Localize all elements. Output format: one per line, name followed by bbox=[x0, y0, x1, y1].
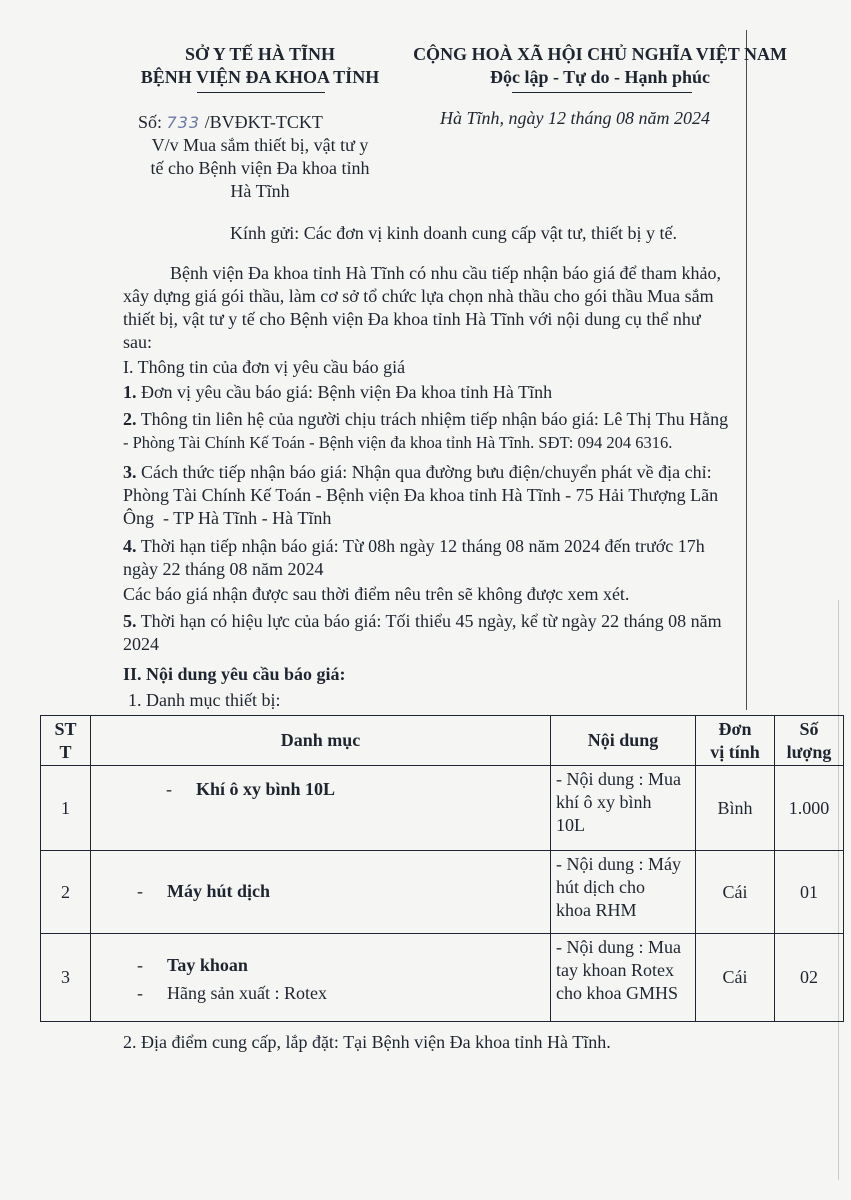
intro-line-4: sau: bbox=[123, 332, 152, 352]
row-2-content bbox=[551, 851, 696, 934]
row-3-category bbox=[91, 934, 551, 1022]
info-item-4-number: 4. bbox=[123, 536, 137, 556]
row-1-content bbox=[551, 766, 696, 851]
national-motto: Độc lập - Tự do - Hạnh phúc bbox=[489, 67, 711, 87]
row-1-quantity: 1.000 bbox=[775, 766, 844, 851]
info-item-3-line-3: Ông - TP Hà Tĩnh - Hà Tĩnh bbox=[123, 508, 332, 528]
row-2-content-line-3: khoa RHM bbox=[556, 900, 637, 920]
row-3-content-line-1: - Nội dung : Mua bbox=[556, 937, 681, 957]
info-item-3-number: 3. bbox=[123, 462, 137, 482]
row-1-dash: - bbox=[166, 779, 172, 799]
row-2-name: Máy hút dịch bbox=[167, 881, 271, 901]
info-item-2-text: Thông tin liên hệ của người chịu trách nhiệm tiếp nhận báo giá: Lê Thị Thu Hằng bbox=[140, 409, 729, 429]
equipment-list-title: 1. Danh mục thiết bị: bbox=[128, 690, 281, 710]
doc-number-handwritten: 733 bbox=[166, 113, 201, 132]
info-item-2-line-2: - Phòng Tài Chính Kế Toán - Bệnh viện đa khoa tỉnh Hà Tĩnh. SĐT: 094 204 6316. bbox=[123, 433, 673, 452]
header-qty-line-1: Số bbox=[799, 718, 819, 739]
row-2-unit: Cái bbox=[696, 851, 775, 934]
row-2-dash: - bbox=[137, 881, 143, 901]
row-3-dash-2: - bbox=[137, 983, 143, 1003]
header-category: Danh mục bbox=[91, 716, 551, 766]
info-item-5-line-2: 2024 bbox=[123, 634, 159, 654]
info-item-4-line-1 bbox=[123, 535, 705, 558]
header-unit bbox=[696, 716, 775, 766]
hospital-name: BỆNH VIỆN ĐA KHOA TỈNH bbox=[140, 67, 380, 87]
info-item-3-line-1 bbox=[123, 461, 712, 484]
scan-margin-line bbox=[746, 30, 747, 710]
row-1-unit: Bình bbox=[696, 766, 775, 851]
row-1-content-line-1: - Nội dung : Mua bbox=[556, 769, 681, 789]
hospital-underline bbox=[197, 92, 325, 93]
row-1-stt: 1 bbox=[41, 766, 91, 851]
info-item-4-line-2: ngày 22 tháng 08 năm 2024 bbox=[123, 559, 324, 579]
table-row bbox=[41, 851, 844, 934]
row-3-content-line-3: cho khoa GMHS bbox=[556, 983, 678, 1003]
row-3-unit: Cái bbox=[696, 934, 775, 1022]
document-date: Hà Tĩnh, ngày 12 tháng 08 năm 2024 bbox=[440, 108, 710, 128]
row-2-content-line-1: - Nội dung : Máy bbox=[556, 854, 681, 874]
header-qty-line-2: lượng bbox=[786, 741, 832, 762]
row-1-name: Khí ô xy bình 10L bbox=[196, 779, 336, 799]
row-3-manufacturer: Hãng sản xuất : Rotex bbox=[167, 983, 327, 1003]
row-3-dash: - bbox=[137, 955, 143, 975]
info-item-3-line-2: Phòng Tài Chính Kế Toán - Bệnh viện Đa khoa tỉnh Hà Tĩnh - 75 Hải Thượng Lãn bbox=[123, 485, 719, 505]
delivery-location: 2. Địa điểm cung cấp, lắp đặt: Tại Bệnh viện Đa khoa tỉnh Hà Tĩnh. bbox=[123, 1032, 611, 1052]
header-unit-line-2: vị tính bbox=[710, 741, 760, 762]
header-stt-line-1: ST bbox=[54, 718, 77, 739]
info-item-2-number: 2. bbox=[123, 409, 137, 429]
row-3-content-line-2: tay khoan Rotex bbox=[556, 960, 674, 980]
row-1-category bbox=[91, 766, 551, 851]
info-item-1-text: Đơn vị yêu cầu báo giá: Bệnh viện Đa khoa tỉnh Hà Tĩnh bbox=[141, 382, 553, 402]
header-quantity bbox=[775, 716, 844, 766]
info-item-3-text: Cách thức tiếp nhận báo giá: Nhận qua đường bưu điện/chuyển phát về địa chỉ: bbox=[141, 462, 712, 482]
info-item-4-text: Thời hạn tiếp nhận báo giá: Từ 08h ngày 12 tháng 08 năm 2024 đến trước 17h bbox=[140, 536, 705, 556]
header-stt-line-2: T bbox=[59, 741, 72, 762]
doc-number-prefix: Số: bbox=[138, 112, 163, 132]
row-1-content-line-2: khí ô xy bình bbox=[556, 792, 652, 812]
table-header-row bbox=[41, 716, 844, 766]
republic-title: CỘNG HOÀ XÃ HỘI CHỦ NGHĨA VIỆT NAM bbox=[413, 44, 787, 64]
row-3-name: Tay khoan bbox=[167, 955, 248, 975]
subject-line-1: V/v Mua sắm thiết bị, vật tư y bbox=[151, 135, 369, 155]
recipient: Kính gửi: Các đơn vị kinh doanh cung cấp vật tư, thiết bị y tế. bbox=[230, 223, 677, 243]
table-row bbox=[41, 934, 844, 1022]
row-3-stt: 3 bbox=[41, 934, 91, 1022]
section-2-title: II. Nội dung yêu cầu báo giá: bbox=[123, 664, 346, 684]
motto-underline bbox=[512, 92, 692, 93]
subject-line-3: Hà Tĩnh bbox=[230, 181, 290, 201]
doc-number-suffix: /BVĐKT-TCKT bbox=[204, 112, 323, 132]
info-item-5-text: Thời hạn có hiệu lực của báo giá: Tối thiểu 45 ngày, kể từ ngày 22 tháng 08 năm bbox=[140, 611, 722, 631]
section-1-title: I. Thông tin của đơn vị yêu cầu báo giá bbox=[123, 357, 406, 377]
document-number bbox=[138, 111, 438, 134]
subject-line-2: tế cho Bệnh viện Đa khoa tỉnh bbox=[150, 158, 370, 178]
intro-line-3: thiết bị, vật tư y tế cho Bệnh viện Đa khoa tỉnh Hà Tĩnh với nội dung cụ thể như bbox=[123, 309, 701, 329]
header-content: Nội dung bbox=[551, 716, 696, 766]
row-2-content-line-2: hút dịch cho bbox=[556, 877, 645, 897]
info-item-2-line-1 bbox=[123, 408, 728, 431]
intro-line-1: Bệnh viện Đa khoa tỉnh Hà Tĩnh có nhu cầu tiếp nhận báo giá để tham khảo, bbox=[170, 263, 722, 283]
row-3-content bbox=[551, 934, 696, 1022]
row-2-category bbox=[91, 851, 551, 934]
late-quote-note: Các báo giá nhận được sau thời điểm nêu trên sẽ không được xem xét. bbox=[123, 584, 630, 604]
header-stt bbox=[41, 716, 91, 766]
row-3-quantity: 02 bbox=[775, 934, 844, 1022]
row-1-content-line-3: 10L bbox=[556, 815, 585, 835]
table-row bbox=[41, 766, 844, 851]
info-item-1-number: 1. bbox=[123, 382, 137, 402]
row-2-stt: 2 bbox=[41, 851, 91, 934]
info-item-5-line-1 bbox=[123, 610, 722, 633]
department-name: SỞ Y TẾ HÀ TĨNH bbox=[184, 44, 336, 64]
row-2-quantity: 01 bbox=[775, 851, 844, 934]
info-item-1 bbox=[123, 381, 552, 404]
header-unit-line-1: Đơn bbox=[718, 718, 752, 739]
equipment-table bbox=[40, 715, 844, 1022]
intro-line-2: xây dựng giá gói thầu, làm cơ sở tổ chức lựa chọn nhà thầu cho gói thầu Mua sắm bbox=[123, 286, 714, 306]
info-item-5-number: 5. bbox=[123, 611, 137, 631]
